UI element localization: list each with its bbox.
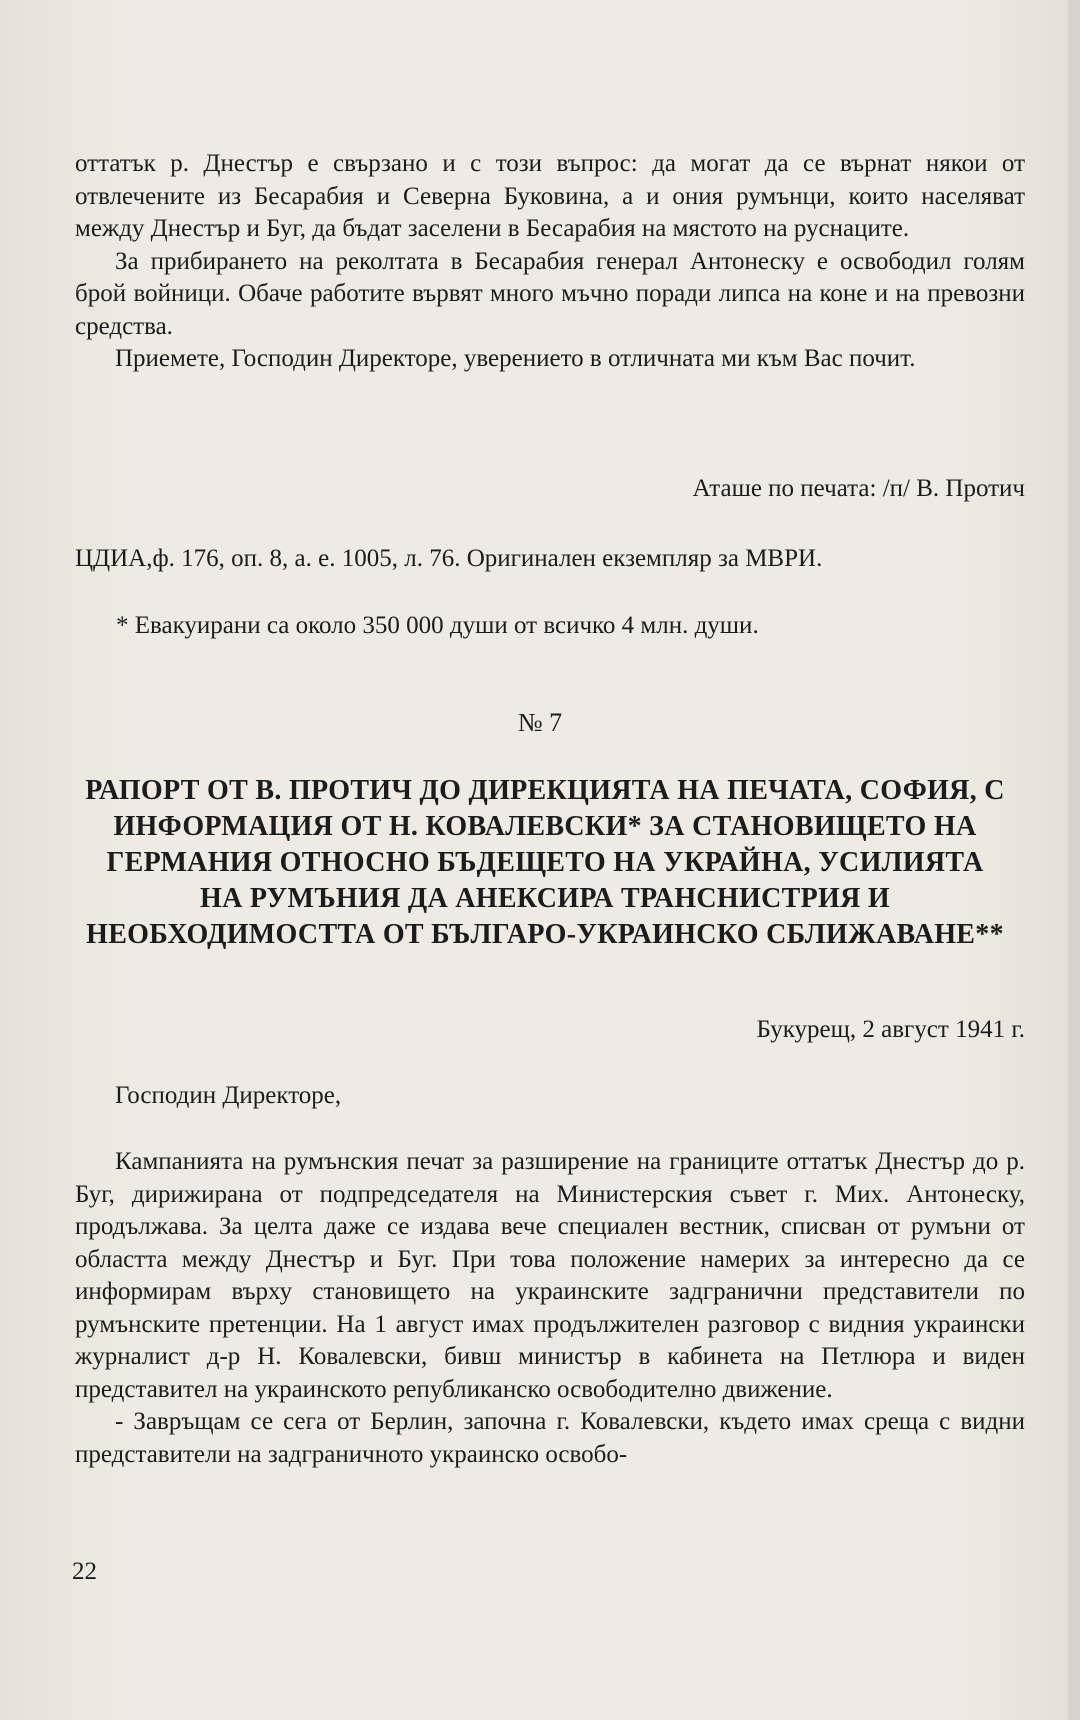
archive-source: ЦДИА,ф. 176, оп. 8, а. е. 1005, л. 76. Оригинален екземпляр за МВРИ. bbox=[75, 545, 823, 572]
document-title: РАПОРТ ОТ В. ПРОТИЧ ДО ДИРЕКЦИЯТА НА ПЕЧАТА, СОФИЯ, С ИНФОРМАЦИЯ ОТ Н. КОВАЛЕВСКИ* ЗА СТАНОВИЩЕТО НА ГЕРМАНИЯ ОТНОСНО БЪДЕЩЕТО НА УКРАЙНА, УСИЛИЯТА НА РУМЪНИЯ ДА АНЕКСИРА ТРАНСНИСТРИЯ И НЕОБХОДИМОСТТА ОТ БЪЛГАРО-УКРАИНСКО СБЛИЖАВАНЕ** bbox=[85, 775, 1005, 950]
report-body bbox=[75, 1146, 1025, 1471]
document-number: № 7 bbox=[517, 708, 563, 737]
page-edge bbox=[1068, 0, 1080, 1720]
place-date: Букурещ, 2 август 1941 г. bbox=[756, 1016, 1025, 1043]
paragraph: За прибирането на реколтата в Бесарабия генерал Антонеску е освободил голям брой войници. Обаче работите вървят много мъчно поради липса на коне и на превозни средства. bbox=[75, 247, 1025, 340]
paragraph: - Завръщам се сега от Берлин, започна г. Ковалевски, където имах среща с видни представители на задграничното украинско освобо- bbox=[75, 1408, 1025, 1468]
footnote: * Евакуирани са около 350 000 души от всичко 4 млн. души. bbox=[116, 612, 759, 639]
continuation-text bbox=[75, 148, 1025, 376]
page-number: 22 bbox=[72, 1558, 97, 1585]
salutation: Господин Директоре, bbox=[115, 1082, 342, 1109]
paragraph: оттатък р. Днестър е свързано и с този въпрос: да могат да се върнат някои от отвлечените из Бесарабия и Северна Буковина, а и ония румънци, които населяват между Днестър и Буг, да бъдат заселени в Бесарабия на мястото на руснаците. bbox=[75, 150, 1025, 242]
signature: Аташе по печата: /п/ В. Протич bbox=[692, 475, 1025, 502]
paragraph: Приемете, Господин Директоре, уверението в отличната ми към Вас почит. bbox=[115, 345, 916, 372]
paragraph: Кампанията на румънския печат за разширение на границите оттатък Днестър до р. Буг, дирижирана от подпредседателя на Министерския съвет г. Мих. Антонеску, продължава. За целта даже се издава вече специален вестник, списван от румъни от областта между Днестър и Буг. При това положение намерих за интересно да се информирам върху становището на украинските задгранични представители по румънските претенции. На 1 август имах продължителен разговор с видния украински журналист д-р Н. Ковалевски, бивш министър в кабинета на Петлюра и виден представител на украинското републиканско освободително движение. bbox=[75, 1148, 1025, 1403]
